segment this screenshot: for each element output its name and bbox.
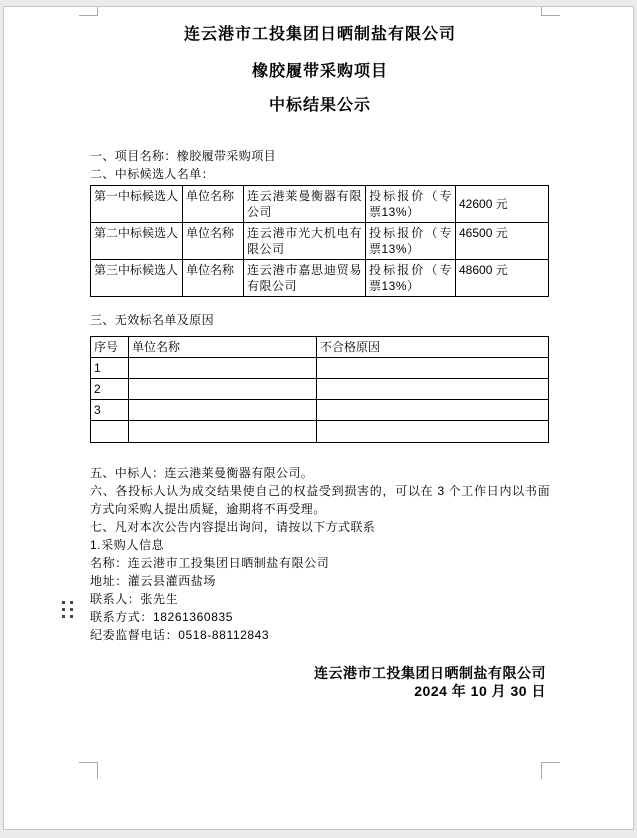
candidate-company: 连云港市嘉思迪贸易有限公司 bbox=[244, 260, 366, 297]
invalid-reason bbox=[317, 379, 549, 400]
margin-crop-mark-bottom-right bbox=[541, 762, 560, 779]
invalid-seq bbox=[91, 421, 129, 443]
invalid-header-row bbox=[91, 337, 549, 358]
contact-person: 联系人：张先生 bbox=[90, 592, 179, 606]
candidate-price: 46500 元 bbox=[456, 223, 549, 260]
invalid-unit bbox=[129, 400, 317, 421]
candidate-price: 42600 元 bbox=[456, 186, 549, 223]
signature-block bbox=[90, 664, 550, 700]
invalid-row-1 bbox=[91, 358, 549, 379]
doc-title-project: 橡胶履带采购项目 bbox=[251, 63, 388, 80]
invalid-reason bbox=[317, 421, 549, 443]
candidate-company: 连云港莱曼衡器有限公司 bbox=[244, 186, 366, 223]
invalid-row-2 bbox=[91, 379, 549, 400]
section-project-name: 一、项目名称：橡胶履带采购项目 bbox=[90, 149, 277, 163]
candidate-price-label: 投标报价（专票13%） bbox=[366, 186, 456, 223]
invalid-row-3 bbox=[91, 400, 549, 421]
candidates-row-1 bbox=[91, 186, 549, 223]
candidate-price-label: 投标报价（专票13%） bbox=[366, 260, 456, 297]
invalid-reason bbox=[317, 400, 549, 421]
section-invalid-heading: 三、无效标名单及原因 bbox=[90, 313, 215, 327]
signature-date: 2024 年 10 月 30 日 bbox=[414, 683, 546, 699]
contact-heading: 1.采购人信息 bbox=[90, 538, 165, 552]
document-body bbox=[90, 7, 550, 700]
margin-crop-mark-bottom-left bbox=[79, 762, 98, 779]
invalid-unit bbox=[129, 379, 317, 400]
candidate-price: 48600 元 bbox=[456, 260, 549, 297]
paragraph-winner: 五、中标人：连云港莱曼衡器有限公司。 bbox=[90, 466, 314, 480]
dot bbox=[70, 608, 73, 611]
candidate-field-label: 单位名称 bbox=[183, 186, 244, 223]
invalid-row-4 bbox=[91, 421, 549, 443]
section-candidates-heading: 二、中标候选人名单： bbox=[90, 167, 215, 181]
doc-title-company: 连云港市工投集团日晒制盐有限公司 bbox=[183, 26, 456, 43]
candidate-rank: 第二中标候选人 bbox=[91, 223, 183, 260]
invalid-reason bbox=[317, 358, 549, 379]
candidate-field-label: 单位名称 bbox=[183, 260, 244, 297]
dot bbox=[70, 601, 73, 604]
candidate-field-label: 单位名称 bbox=[183, 223, 244, 260]
contact-supervision-phone: 纪委监督电话：0518-88112843 bbox=[90, 628, 270, 642]
paragraph-inquiry: 七、凡对本次公告内容提出询问，请按以下方式联系 bbox=[90, 520, 376, 534]
dot bbox=[62, 608, 65, 611]
invalid-header-reason: 不合格原因 bbox=[317, 337, 549, 358]
drag-handle-dots-icon[interactable] bbox=[62, 601, 73, 618]
invalid-unit bbox=[129, 421, 317, 443]
purchaser-contact-block bbox=[90, 536, 550, 644]
candidates-row-3 bbox=[91, 260, 549, 297]
contact-name: 名称：连云港市工投集团日晒制盐有限公司 bbox=[90, 556, 330, 570]
dot bbox=[62, 601, 65, 604]
contact-address: 地址：灌云县灌西盐场 bbox=[90, 574, 217, 588]
invalid-seq: 3 bbox=[91, 400, 129, 421]
invalid-header-unit: 单位名称 bbox=[129, 337, 317, 358]
invalid-seq: 1 bbox=[91, 358, 129, 379]
candidate-price-label: 投标报价（专票13%） bbox=[366, 223, 456, 260]
invalid-seq: 2 bbox=[91, 379, 129, 400]
candidates-table bbox=[90, 185, 549, 297]
candidates-row-2 bbox=[91, 223, 549, 260]
invalid-bids-table bbox=[90, 336, 549, 443]
invalid-header-seq: 序号 bbox=[91, 337, 129, 358]
paragraph-objection: 六、各投标人认为成交结果使自己的权益受到损害的，可以在 3 个工作日内以书面方式向采购人提出质疑，逾期将不再受理。 bbox=[90, 484, 550, 516]
candidate-rank: 第一中标候选人 bbox=[91, 186, 183, 223]
dot bbox=[70, 615, 73, 618]
candidate-company: 连云港市光大机电有限公司 bbox=[244, 223, 366, 260]
document-page bbox=[3, 6, 634, 830]
doc-title-announcement: 中标结果公示 bbox=[268, 97, 371, 114]
candidate-rank: 第三中标候选人 bbox=[91, 260, 183, 297]
contact-phone: 联系方式：18261360835 bbox=[90, 610, 234, 624]
signature-company: 连云港市工投集团日晒制盐有限公司 bbox=[314, 665, 546, 681]
dot bbox=[62, 615, 65, 618]
invalid-unit bbox=[129, 358, 317, 379]
